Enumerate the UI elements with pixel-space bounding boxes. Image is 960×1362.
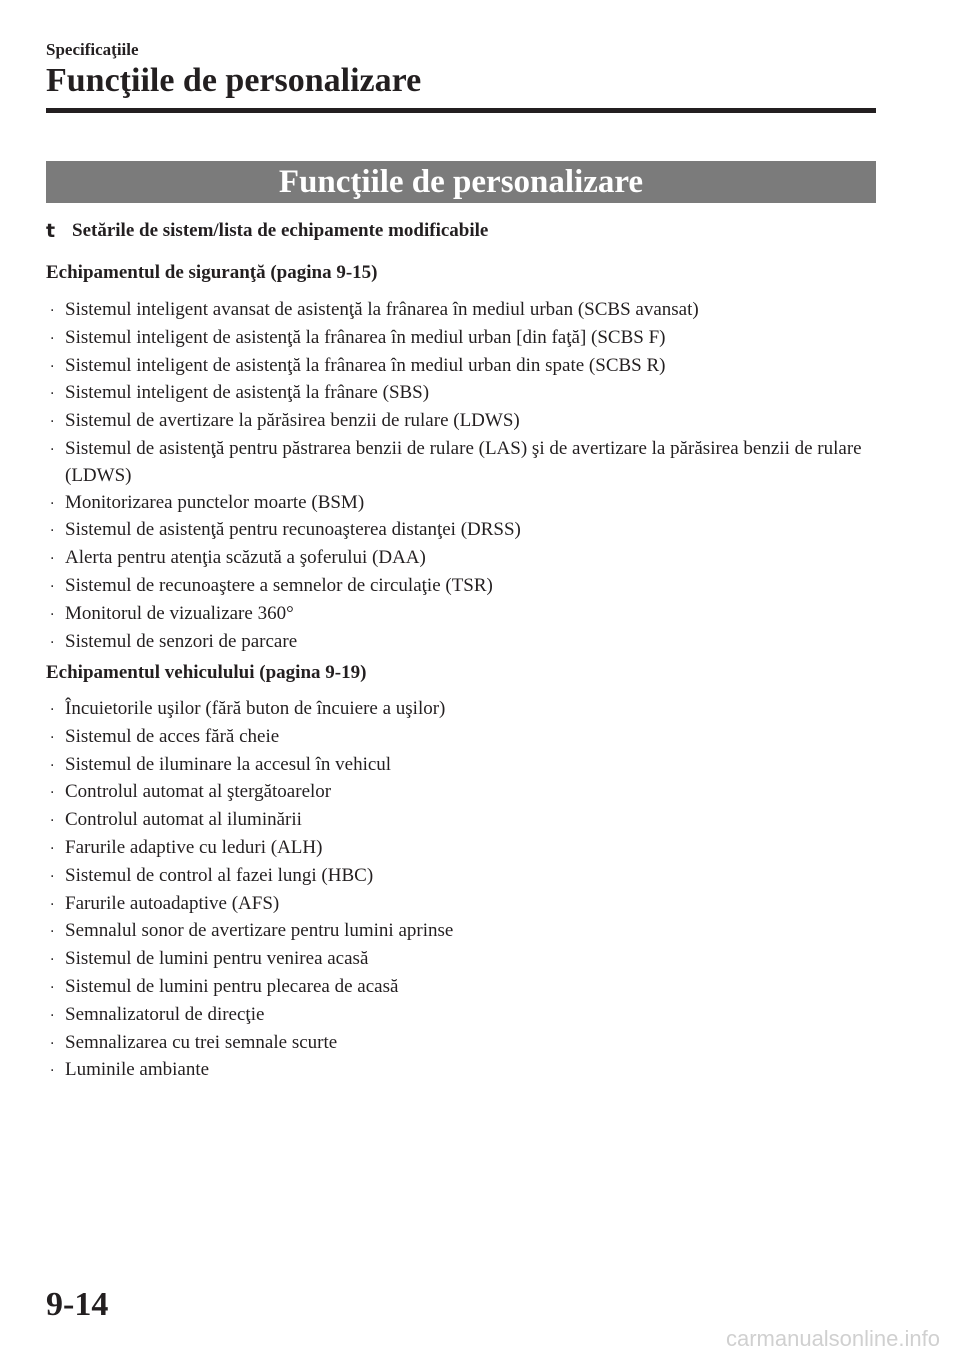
list-item bbox=[50, 517, 880, 545]
group-heading-safety: Echipamentul de siguranţă (pagina 9-15) bbox=[46, 262, 378, 283]
bullet-icon: · bbox=[50, 979, 55, 996]
list-item bbox=[50, 752, 880, 780]
list-item-text: Încuietorile uşilor (fără buton de încuiere a uşilor) bbox=[65, 698, 446, 719]
list-item-text: Semnalizatorul de direcţie bbox=[65, 1003, 265, 1025]
list-item-text: Sistemul inteligent avansat de asistenţă la frânarea în mediul urban (SCBS avansat) bbox=[65, 299, 699, 320]
list-item-text: Controlul automat al iluminării bbox=[65, 809, 302, 831]
page-title: Funcţiile de personalizare bbox=[46, 62, 422, 99]
list-item bbox=[50, 863, 880, 891]
list-item-text: Sistemul de avertizare la părăsirea benzii de rulare (LDWS) bbox=[65, 410, 520, 432]
list-item bbox=[50, 436, 880, 490]
list-item bbox=[50, 835, 880, 863]
list-item-text: Sistemul inteligent de asistenţă la frânarea în mediul urban [din faţă] (SCBS F) bbox=[65, 326, 666, 348]
list-item-text: Sistemul de recunoaştere a semnelor de circulaţie (TSR) bbox=[65, 574, 493, 596]
list-item bbox=[50, 807, 880, 835]
list-item bbox=[50, 325, 880, 353]
list-item-text: Monitorul de vizualizare 360° bbox=[65, 602, 294, 624]
bullet-icon: · bbox=[50, 1035, 55, 1052]
bullet-icon: · bbox=[50, 1063, 55, 1080]
section-heading-text: Setările de sistem/lista de echipamente modificabile bbox=[72, 220, 489, 241]
watermark: carmanualsonline.info bbox=[725, 1326, 940, 1351]
list-item bbox=[50, 490, 880, 518]
list-item bbox=[50, 297, 880, 325]
list-item bbox=[50, 724, 880, 752]
bullet-icon: · bbox=[50, 813, 55, 830]
list-item bbox=[50, 1002, 880, 1030]
list-item-text: Sistemul de control al fazei lungi (HBC) bbox=[65, 864, 374, 886]
bullet-icon: · bbox=[50, 441, 55, 458]
list-item bbox=[50, 573, 880, 601]
bullet-icon: · bbox=[50, 924, 55, 941]
bullet-icon: · bbox=[50, 495, 55, 512]
bullet-icon: · bbox=[50, 840, 55, 857]
list-item bbox=[50, 779, 880, 807]
list-item-text: Controlul automat al ştergătoarelor bbox=[65, 781, 332, 803]
list-item bbox=[50, 545, 880, 573]
bullet-icon: · bbox=[50, 1007, 55, 1024]
list-item bbox=[50, 601, 880, 629]
list-item-text: Farurile adaptive cu leduri (ALH) bbox=[65, 836, 323, 858]
list-item-text: Semnalul sonor de avertizare pentru lumini aprinse bbox=[65, 920, 454, 942]
list-item bbox=[50, 1057, 880, 1085]
chapter-label: Specificaţiile bbox=[46, 40, 139, 59]
bullet-icon: · bbox=[50, 303, 55, 319]
bullet-icon: · bbox=[50, 330, 55, 347]
list-item bbox=[50, 974, 880, 1002]
bullet-icon: · bbox=[50, 785, 55, 802]
section-marker-icon: t bbox=[46, 220, 56, 242]
list-item-text: Monitorizarea punctelor moarte (BSM) bbox=[65, 491, 365, 513]
bullet-icon: · bbox=[50, 578, 55, 595]
bullet-icon: · bbox=[50, 868, 55, 885]
list-item-text: Sistemul de asistenţă pentru recunoaşterea distanţei (DRSS) bbox=[65, 519, 521, 541]
list-item-text: Farurile autoadaptive (AFS) bbox=[65, 892, 280, 914]
list-item-text: Sistemul inteligent de asistenţă la frânare (SBS) bbox=[65, 382, 430, 404]
bullet-icon: · bbox=[50, 634, 55, 651]
list-vehicle-equipment bbox=[50, 696, 880, 1085]
bullet-icon: · bbox=[50, 702, 55, 718]
list-item bbox=[50, 408, 880, 436]
banner-title: Funcţiile de personalizare bbox=[278, 163, 644, 200]
bullet-icon: · bbox=[50, 606, 55, 623]
list-item-text: Luminile ambiante bbox=[65, 1059, 210, 1081]
page-number: 9-14 bbox=[46, 1286, 109, 1323]
section-heading bbox=[46, 220, 488, 242]
list-item-text: Sistemul de iluminare la accesul în vehicul bbox=[65, 753, 392, 775]
bullet-icon: · bbox=[50, 757, 55, 774]
list-item bbox=[50, 353, 880, 381]
bullet-icon: · bbox=[50, 523, 55, 540]
bullet-icon: · bbox=[50, 386, 55, 403]
bullet-icon: · bbox=[50, 358, 55, 375]
list-item-text: Sistemul inteligent de asistenţă la frânarea în mediul urban din spate (SCBS R) bbox=[65, 354, 666, 376]
bullet-icon: · bbox=[50, 551, 55, 568]
list-item-text: Sistemul de lumini pentru plecarea de acasă bbox=[65, 975, 399, 997]
bullet-icon: · bbox=[50, 414, 55, 431]
list-item bbox=[50, 696, 880, 724]
list-item bbox=[50, 1030, 880, 1058]
list-item bbox=[50, 629, 880, 657]
list-item-text: Semnalizarea cu trei semnale scurte bbox=[65, 1031, 338, 1053]
list-item-text: Sistemul de asistenţă pentru păstrarea benzii de rulare (LAS) şi de avertizare la părăsirea benzii de rulare (LDWS) bbox=[65, 437, 862, 486]
list-item bbox=[50, 891, 880, 919]
list-item bbox=[50, 946, 880, 974]
bullet-icon: · bbox=[50, 952, 55, 969]
list-item-text: Sistemul de senzori de parcare bbox=[65, 630, 298, 652]
list-safety-equipment bbox=[50, 297, 880, 656]
group-heading-vehicle: Echipamentul vehiculului (pagina 9-19) bbox=[46, 662, 367, 683]
list-item-text: Alerta pentru atenţia scăzută a şoferului (DAA) bbox=[65, 547, 426, 569]
list-item-text: Sistemul de acces fără cheie bbox=[65, 725, 280, 747]
list-item-text: Sistemul de lumini pentru venirea acasă bbox=[65, 948, 369, 970]
section-banner bbox=[46, 161, 876, 203]
list-item bbox=[50, 918, 880, 946]
bullet-icon: · bbox=[50, 896, 55, 913]
header-divider bbox=[46, 108, 876, 113]
list-item bbox=[50, 380, 880, 408]
bullet-icon: · bbox=[50, 729, 55, 746]
